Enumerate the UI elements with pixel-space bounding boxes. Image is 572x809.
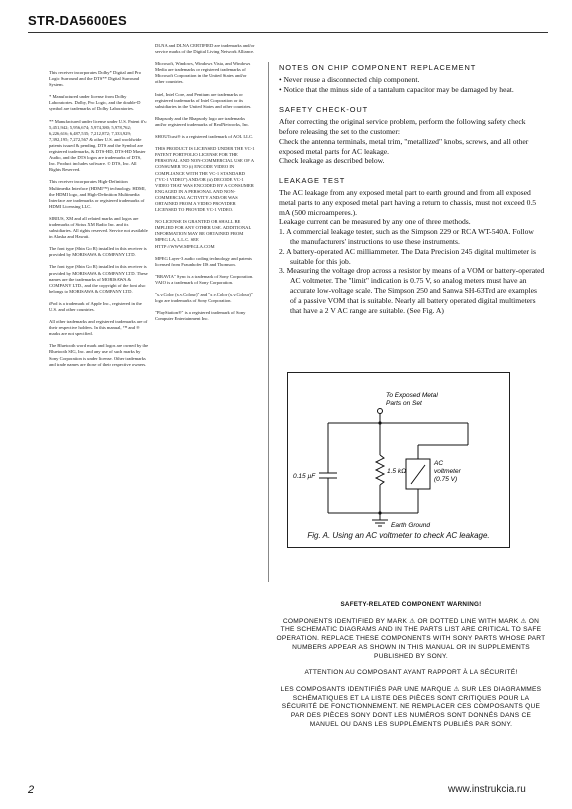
header-rule	[28, 32, 548, 33]
leakage-paragraph: The AC leakage from any exposed metal part to earth ground and from all exposed metal parts to any exposed metal part having a return to chassis, must not exceed 0.5 mA (500 microamperes.).	[279, 187, 537, 217]
trademark-column-2	[155, 43, 257, 328]
trademark-paragraph: All other trademarks and registered trademarks are of their respective holders. In this manual, ™ and ® marks are not specified.	[49, 319, 148, 337]
list-item: 1. A commercial leakage tester, such as the Simpson 229 or RCA WT-540A. Follow the manufacturers' instructions to use these instruments.	[279, 227, 534, 246]
list-item: 3. Measuring the voltage drop across a resistor by means of a VOM or battery-operated AC voltmeter. The "limit" indication is 0.75 V, so analog meters must have an accurate low-voltage scale. The Simpson 250 and Sanwa SH-63Trd are examples of a passive VOM that is suitable. Nearly all battery operated digital multimeters that have a 2 V AC range are suitable. (See Fig. A)	[279, 266, 545, 315]
trademark-paragraph: Intel, Intel Core, and Pentium are trademarks or registered trademarks of Intel Corporation or its subsidiaries in the United States and other countries.	[155, 91, 252, 109]
trademark-paragraph: The Bluetooth word mark and logos are owned by the Bluetooth SIG, Inc. and any use of such marks by Sony Corporation is under license. Other trademarks and trade names are those of their respective owners.	[49, 343, 149, 367]
trademark-paragraph: The font type (Shin Go R) installed in this receiver is provided by MORISAWA & COMPANY LTD.	[49, 246, 147, 258]
list-item: • Notice that the minus side of a tantalum capacitor may be damaged by heat.	[279, 84, 514, 94]
capacitor-label: 0.15 µF	[293, 473, 316, 480]
trademark-paragraph: SHOUTcast® is a registered trademark of AOL LLC.	[155, 134, 254, 140]
warning-title: SAFETY-RELATED COMPONENT WARNING!	[340, 601, 482, 608]
trademark-paragraph: ** Manufactured under license under U.S. Patent #'s: 5,451,942; 5,956,674; 5,974,380; 5,978,762; 6,226,616; 6,487,535; 7,212,872; 7,333,929; 7,392,195; 7,272,567 & other U.S. and worldwide patents issued & pending. DTS and the Symbol are registered trademarks, & DTS-HD, DTS-HD Master Audio, and the DTS logos are trademarks of DTS, Inc. Product includes software. © DTS, Inc. All Rights Reserved.	[49, 118, 147, 173]
junction-dot	[378, 421, 381, 424]
label-top-2: Parts on Set	[386, 400, 422, 407]
trademark-paragraph: This receiver incorporates Dolby* Digital and Pro Logic Surround and the DTS** Digital Surround System.	[49, 70, 142, 88]
label-top-1: To Exposed Metal	[386, 392, 438, 399]
trademark-paragraph: * Manufactured under license from Dolby Laboratories. Dolby, Pro Logic, and the double-D symbol are trademarks of Dolby Laboratories.	[49, 94, 141, 112]
junction-dot	[378, 511, 381, 514]
trademark-paragraph: Rhapsody and the Rhapsody logo are trademarks and/or registered trademarks of RealNetworks, Inc.	[155, 115, 250, 127]
warning-text-en: COMPONENTS IDENTIFIED BY MARK ⚠ OR DOTTED LINE WITH MARK ⚠ ON THE SCHEMATIC DIAGRAMS AND IN THE PARTS LIST ARE CRITICAL TO SAFE OPERATION. REPLACE THESE COMPONENTS WITH SONY PARTS WHOSE PART NUMBERS APPEAR AS SHOWN IN THIS MANUAL OR IN SUPPLEMENTS PUBLISHED BY SONY.	[276, 617, 546, 660]
notes-heading: NOTES ON CHIP COMPONENT REPLACEMENT	[279, 63, 477, 72]
methods-list	[279, 227, 545, 315]
list-item: • Never reuse a disconnected chip component.	[279, 74, 420, 84]
meter-label-1: AC	[434, 460, 444, 467]
watermark: www.instrukcia.ru	[448, 784, 526, 795]
trademark-paragraph: NO LICENSE IS GRANTED OR SHALL BE IMPLIED FOR ANY OTHER USE. ADDITIONAL INFORMATION MAY BE OBTAINED FROM MPEG LA, L.L.C. SEE HTTP://WWW.MPEGLA.COM	[155, 219, 252, 249]
meter-label-3: (0.75 V)	[434, 476, 458, 483]
page-number: 2	[28, 784, 35, 796]
trademark-paragraph: "x.v.Color (x.v.Colour)" and "x.v.Color (x.v.Colour)" logo are trademarks of Sony Corporation.	[155, 292, 253, 304]
trademark-paragraph: The font type (Shin Go R) installed in this receiver is provided by MORISAWA & COMPANY LTD. These names are the trademarks of MORISAWA & COMPANY LTD., and the copyright of the font also belongs to MORISAWA & COMPANY LTD.	[49, 264, 148, 294]
notes-list	[279, 75, 545, 95]
warning-text-fr: LES COMPOSANTS IDENTIFIÉS PAR UNE MARQUE ⚠ SUR LES DIAGRAMMES SCHÉMATIQUES ET LA LISTE DES PIÈCES SONT CRITIQUES POUR LA SÉCURITÉ DE FONCTIONNEMENT. NE REMPLACER CES COMPOSANTS QUE PAR DES PIÈCES SONY DONT LES NUMÉROS SONT DONNÉS DANS CE MANUEL OU DANS LES SUPPLÉMENTS PUBLIÉS PAR SONY.	[280, 685, 542, 728]
trademark-column-1	[49, 70, 149, 374]
trademark-paragraph: SIRIUS, XM and all related marks and logos are trademarks of Sirius XM Radio Inc. and its subsidiaries. All rights reserved. Service not available in Alaska and Hawaii.	[49, 215, 148, 240]
figure-a	[287, 372, 510, 548]
resistor	[376, 455, 384, 485]
list-item: 2. A battery-operated AC milliammeter. The Data Precision 245 digital multimeter is suitable for this job.	[279, 246, 536, 266]
safety-paragraph: Check the antenna terminals, metal trim, "metallized" knobs, screws, and all other exposed metal parts for AC leakage.	[279, 136, 529, 156]
service-notes	[279, 63, 545, 315]
trademark-paragraph: Microsoft, Windows, Windows Vista, and Windows Media are trademarks or registered trademarks of Microsoft Corporation in the United States and/or other countries.	[155, 61, 251, 85]
resistor-label: 1.5 kΩ	[387, 468, 407, 475]
safety-paragraph: Check leakage as described below.	[279, 156, 385, 166]
trademark-paragraph: This receiver incorporates High-Definition Multimedia Interface (HDMI™) technology. HDMI, the HDMI logo, and High-Definition Multimedia Interface are trademarks or registered trademarks of HDMI Licensing LLC.	[49, 179, 146, 209]
meter-needle	[411, 465, 425, 484]
trademark-paragraph: "PlayStation®" is a registered trademark of Sony Computer Entertainment Inc.	[155, 310, 246, 322]
figure-caption: Fig. A. Using an AC voltmeter to check AC leakage.	[307, 531, 490, 540]
safety-paragraph: After correcting the original service problem, perform the following safety check before releasing the set to the customer:	[279, 117, 526, 136]
safety-heading: SAFETY CHECK-OUT	[279, 105, 368, 115]
ground-label: Earth Ground	[391, 522, 431, 529]
trademark-paragraph: iPod is a trademark of Apple Inc., registered in the U.S. and other countries.	[49, 300, 142, 312]
model-title: STR-DA5600ES	[28, 13, 127, 28]
trademark-paragraph: THIS PRODUCT IS LICENSED UNDER THE VC-1 PATENT PORTFOLIO LICENSE FOR THE PERSONAL AND NON-COMMERCIAL USE OF A CONSUMER TO (i) ENCODE VIDEO IN COMPLIANCE WITH THE VC-1 STANDARD ("VC-1 VIDEO") AND/OR (ii) DECODE VC-1 VIDEO THAT WAS ENCODED BY A CONSUMER ENGAGED IN A PERSONAL AND NON-COMMERCIAL ACTIVITY AND/OR WAS OBTAINED FROM A VIDEO PROVIDER LICENSED TO PROVIDE VC-1 VIDEO.	[155, 146, 255, 213]
trademark-paragraph: DLNA and DLNA CERTIFIED are trademarks and/or service marks of the Digital Living Network Alliance.	[155, 43, 255, 55]
safety-warning	[276, 601, 546, 729]
column-divider	[268, 62, 269, 582]
leakage-heading: LEAKAGE TEST	[279, 176, 346, 186]
warning-title-fr: ATTENTION AU COMPOSANT AYANT RAPPORT À LA SÉCURITÉ!	[304, 669, 518, 677]
leakage-paragraph: Leakage current can be measured by any one of three methods.	[279, 217, 471, 227]
top-terminal	[378, 409, 383, 414]
trademark-paragraph: MPEG Layer-3 audio coding technology and patents licensed from Fraunhofer IIS and Thomson.	[155, 255, 252, 267]
leakage-circuit-diagram	[288, 373, 509, 529]
trademark-paragraph: "BRAVIA" Sync is a trademark of Sony Corporation. VAIO is a trademark of Sony Corporation.	[155, 273, 254, 285]
meter-label-2: voltmeter	[434, 468, 461, 475]
